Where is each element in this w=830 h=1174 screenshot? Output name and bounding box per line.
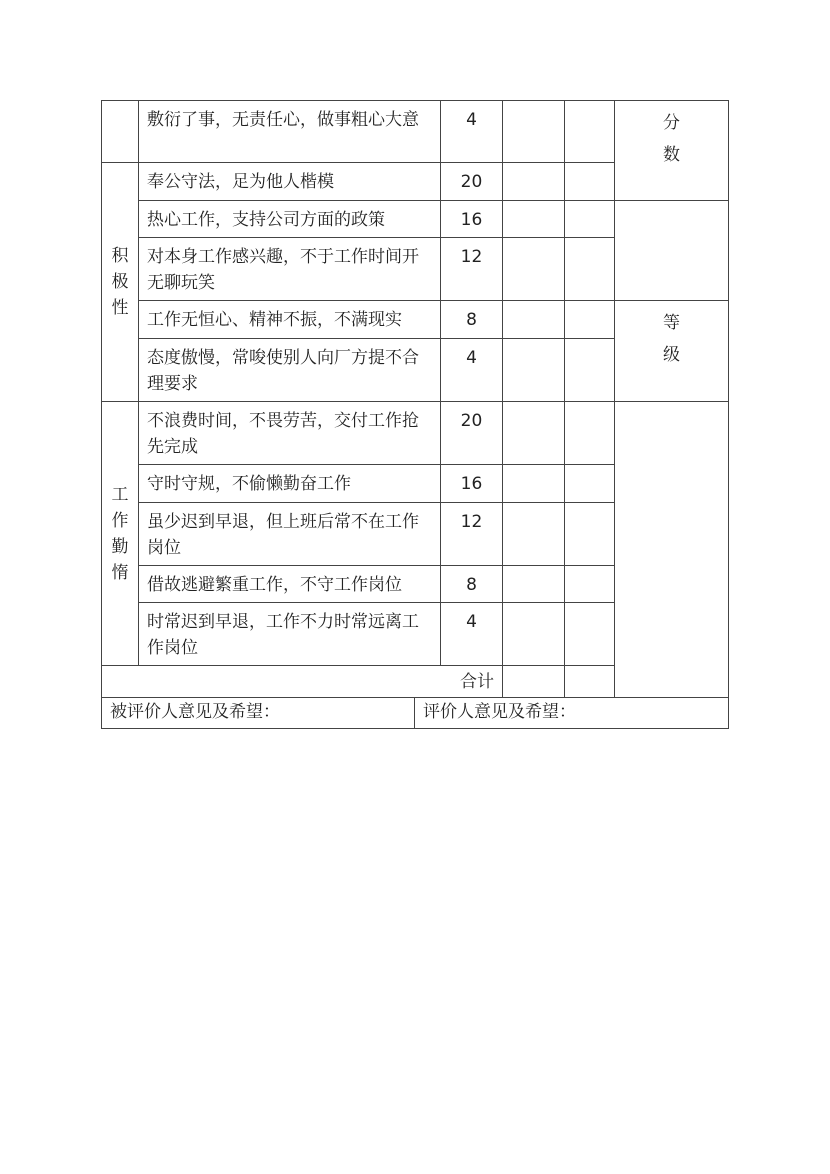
- category-label: 工作勤惰: [111, 484, 129, 583]
- score-entry-cell[interactable]: [565, 566, 615, 603]
- category-cell-empty: [102, 101, 139, 163]
- evaluation-table-wrapper: [101, 100, 729, 729]
- score-entry-cell[interactable]: [503, 163, 565, 201]
- score-entry-cell[interactable]: [503, 201, 565, 238]
- score-entry-cell[interactable]: [503, 465, 565, 503]
- score-entry-cell[interactable]: [565, 465, 615, 503]
- criterion-description: 热心工作，支持公司方面的政策: [139, 201, 441, 238]
- table-row: [102, 301, 729, 339]
- score-entry-cell[interactable]: [565, 603, 615, 666]
- score-entry-cell[interactable]: [565, 301, 615, 339]
- criterion-score: 4: [441, 339, 503, 402]
- score-value-cell[interactable]: [615, 201, 729, 301]
- criterion-description: 守时守规，不偷懒勤奋工作: [139, 465, 441, 503]
- score-entry-cell[interactable]: [503, 603, 565, 666]
- grade-label-char: 等: [663, 313, 680, 333]
- opinion-row: [102, 698, 729, 729]
- criterion-description: 工作无恒心、精神不振，不满现实: [139, 301, 441, 339]
- category-enthusiasm: [102, 163, 139, 402]
- criterion-score: 16: [441, 465, 503, 503]
- score-entry-cell[interactable]: [565, 238, 615, 301]
- evaluatee-opinion-field[interactable]: 被评价人意见及希望：: [102, 698, 415, 729]
- score-entry-cell[interactable]: [565, 163, 615, 201]
- score-entry-cell[interactable]: [565, 503, 615, 566]
- score-entry-cell[interactable]: [503, 238, 565, 301]
- criterion-description: 态度傲慢，常唆使别人向厂方提不合理要求: [139, 339, 441, 402]
- grade-label-cell: [615, 301, 729, 402]
- criterion-description: 奉公守法，足为他人楷模: [139, 163, 441, 201]
- evaluation-table: [101, 100, 729, 698]
- criterion-score: 4: [441, 101, 503, 163]
- criterion-score: 20: [441, 402, 503, 465]
- criterion-description: 借故逃避繁重工作，不守工作岗位: [139, 566, 441, 603]
- criterion-score: 12: [441, 503, 503, 566]
- table-row: [102, 402, 729, 465]
- category-diligence: [102, 402, 139, 666]
- score-entry-cell[interactable]: [503, 566, 565, 603]
- score-entry-cell[interactable]: [565, 101, 615, 163]
- table-row: [102, 201, 729, 238]
- criterion-description: 对本身工作感兴趣，不于工作时间开无聊玩笑: [139, 238, 441, 301]
- score-entry-cell[interactable]: [565, 201, 615, 238]
- criterion-score: 12: [441, 238, 503, 301]
- score-entry-cell[interactable]: [503, 339, 565, 402]
- criterion-description: 敷衍了事，无责任心，做事粗心大意: [139, 101, 441, 163]
- criterion-description: 虽少迟到早退，但上班后常不在工作岗位: [139, 503, 441, 566]
- score-label-char: 分: [663, 113, 680, 133]
- total-label: 合计: [102, 666, 503, 698]
- score-entry-cell[interactable]: [503, 402, 565, 465]
- score-entry-cell[interactable]: [503, 301, 565, 339]
- total-entry-cell[interactable]: [503, 666, 565, 698]
- score-label-cell: [615, 101, 729, 201]
- criterion-score: 4: [441, 603, 503, 666]
- criterion-score: 8: [441, 566, 503, 603]
- score-entry-cell[interactable]: [503, 503, 565, 566]
- total-entry-cell[interactable]: [565, 666, 615, 698]
- criterion-score: 8: [441, 301, 503, 339]
- score-entry-cell[interactable]: [565, 339, 615, 402]
- score-entry-cell[interactable]: [503, 101, 565, 163]
- criterion-description: 不浪费时间，不畏劳苦，交付工作抢先完成: [139, 402, 441, 465]
- opinion-table: [101, 697, 729, 729]
- criterion-description: 时常迟到早退，工作不力时常远离工作岗位: [139, 603, 441, 666]
- evaluator-opinion-field[interactable]: 评价人意见及希望：: [415, 698, 729, 729]
- score-entry-cell[interactable]: [565, 402, 615, 465]
- criterion-score: 16: [441, 201, 503, 238]
- category-label: 积极性: [111, 246, 129, 318]
- score-label-char: 数: [663, 145, 680, 165]
- grade-value-cell[interactable]: [615, 402, 729, 698]
- grade-label-char: 级: [663, 345, 680, 365]
- table-row: [102, 101, 729, 163]
- criterion-score: 20: [441, 163, 503, 201]
